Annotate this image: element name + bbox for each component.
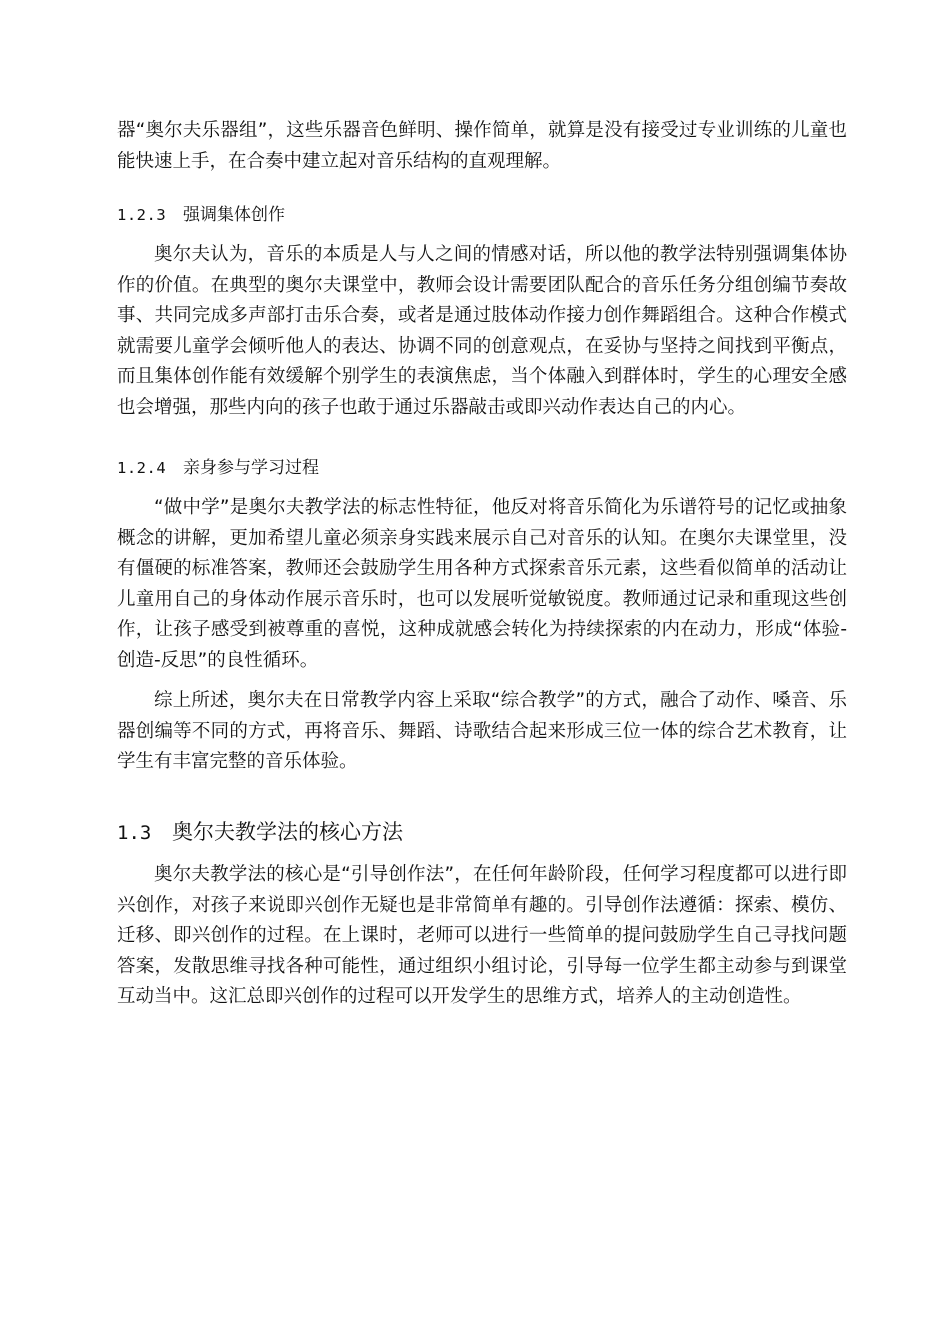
section-number: 1.3 <box>117 822 152 844</box>
section-1-2-4-heading <box>117 456 319 480</box>
section-title: 亲身参与学习过程 <box>183 458 319 478</box>
section-1-2-3-paragraph: 奥尔夫认为，音乐的本质是人与人之间的情感对话，所以他的教学法特别强调集体协作的价值。在典型的奥尔夫课堂中，教师会设计需要团队配合的音乐任务分组创编节奏故事、共同完成多声部打击乐合奏，或者是通过肢体动作接力创作舞蹈组合。这种合作模式就需要儿童学会倾听他人的表达、协调不同的创意观点，在妥协与坚持之间找到平衡点，而且集体创作能有效缓解个别学生的表演焦虑，当个体融入到群体时，学生的心理安全感也会增强，那些内向的孩子也敢于通过乐器敲击或即兴动作表达自己的内心。 <box>117 244 847 418</box>
section-1-2-3-heading <box>117 203 285 227</box>
section-1-2-4-paragraph-2: 综上所述，奥尔夫在日常教学内容上采取“综合教学”的方式，融合了动作、嗓音、乐器创编等不同的方式，再将音乐、舞蹈、诗歌结合起来形成三位一体的综合艺术教育，让学生有丰富完整的音乐体验。 <box>117 690 847 772</box>
section-1-3-heading <box>117 817 403 848</box>
section-number: 1.2.3 <box>117 206 167 224</box>
section-title: 强调集体创作 <box>183 205 285 225</box>
section-1-3-paragraph: 奥尔夫教学法的核心是“引导创作法”，在任何年龄阶段，任何学习程度都可以进行即兴创作，对孩子来说即兴创作无疑也是非常简单有趣的。引导创作法遵循：探索、模仿、迁移、即兴创作的过程。在上课时，老师可以进行一些简单的提问鼓励学生自己寻找问题答案，发散思维寻找各种可能性，通过组织小组讨论，引导每一位学生都主动参与到课堂互动当中。这汇总即兴创作的过程可以开发学生的思维方式，培养人的主动创造性。 <box>117 864 847 1007</box>
section-1-2-4-paragraph-1: “做中学”是奥尔夫教学法的标志性特征，他反对将音乐简化为乐谱符号的记忆或抽象概念的讲解，更加希望儿童必须亲身实践来展示自己对音乐的认知。在奥尔夫课堂里，没有僵硬的标准答案，教师还会鼓励学生用各种方式探索音乐元素，这些看似简单的活动让儿童用自己的身体动作展示音乐时，也可以发展听觉敏锐度。教师通过记录和重现这些创作，让孩子感受到被尊重的喜悦，这种成就感会转化为持续探索的内在动力，形成“体验-创造-反思”的良性循环。 <box>117 497 847 671</box>
intro-paragraph: 器“奥尔夫乐器组”，这些乐器音色鲜明、操作简单，就算是没有接受过专业训练的儿童也能快速上手，在合奏中建立起对音乐结构的直观理解。 <box>117 120 847 172</box>
section-title: 奥尔夫教学法的核心方法 <box>172 820 403 844</box>
section-number: 1.2.4 <box>117 459 167 477</box>
